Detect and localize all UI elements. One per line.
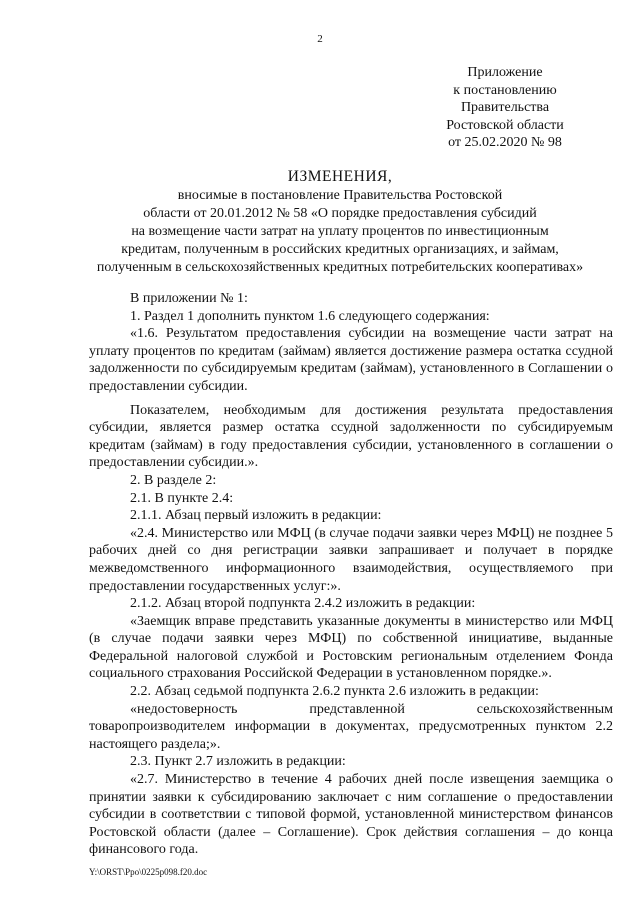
paragraph: 2.3. Пункт 2.7 изложить в редакции: [130,754,346,770]
footer-file-path: Y:\ORST\Ppo\0225p098.f20.doc [89,867,208,877]
appendix-line: Приложение [467,65,543,80]
paragraph: 2.1. В пункте 2.4: [130,490,234,506]
document-title [60,167,620,277]
title-line: вносимые в постановление Правительства Ростовской [177,188,503,203]
paragraph: Показателем, необходимым для достижения результата предоставления субсидии, является размер остатка ссудной задолженности по субсидируемым кредитам (займам) в году предоставления субсидии, установленного в соглашении о предоставлении субсидии.». [89,402,613,471]
title-line: кредитам, полученным в российских кредитных организациях, и займам, [121,242,559,257]
appendix-line: к постановлению [453,82,557,98]
appendix-line: Ростовской области [446,117,564,133]
paragraph: «2.4. Министерство или МФЦ (в случае подачи заявки через МФЦ) не позднее 5 рабочих дней со дня регистрации заявки запрашивает и получает в порядке межведомственного информационного взаимодействия, осуществляемого при предоставлении государственных услуг:». [89,525,613,594]
paragraph: «недостоверность представленной сельскохозяйственным товаропроизводителем информации в документах, предусмотренных пунктом 2.2 настоящего раздела;». [89,701,613,752]
document-body [89,290,613,859]
paragraph: В приложении № 1: [130,291,248,306]
paragraph: «2.7. Министерство в течение 4 рабочих дней после извещения заемщика о принятии заявки к субсидированию заключает с ним соглашение о предоставлении субсидии в соответствии с типовой формой, установленной министерством финансов Ростовской области (далее – Соглашение). Срок действия соглашения – до конца финансового года. [89,772,613,858]
title-line: области от 20.01.2012 № 58 «О порядке предоставления субсидий [143,206,537,221]
paragraph: «Заемщик вправе представить указанные документы в министерство или МФЦ (в случае подачи заявки через МФЦ) по собственной инициативе, выданные Федеральной налоговой службой и Ростовским региональным отделением Фонда социального страхования Российской Федерации в установленном порядке.». [89,613,613,682]
page-number: 2 [317,33,323,45]
paragraph: 2.1.2. Абзац второй подпункта 2.4.2 изложить в редакции: [130,596,476,612]
paragraph: 2.1.1. Абзац первый изложить в редакции: [130,508,382,524]
paragraph: «1.6. Результатом предоставления субсидии на возмещение части затрат на уплату процентов по кредитам (займам) является достижение размера остатка ссудной задолженности по субсидируемым кредитам (займам), установленного в Соглашении о предоставлении субсидии. [89,326,613,394]
appendix-header [430,64,580,152]
title-heading: ИЗМЕНЕНИЯ, [287,168,393,185]
paragraph: 1. Раздел 1 дополнить пунктом 1.6 следующего содержания: [130,308,490,324]
title-line: на возмещение части затрат на уплату процентов по инвестиционным [131,224,549,239]
title-line: полученным в сельскохозяйственных кредитных потребительских кооперативах» [96,260,584,275]
appendix-line: от 25.02.2020 № 98 [448,135,562,150]
paragraph: 2.2. Абзац седьмой подпункта 2.6.2 пункта 2.6 изложить в редакции: [130,684,539,700]
appendix-line: Правительства [460,100,550,115]
paragraph: 2. В разделе 2: [130,472,217,488]
